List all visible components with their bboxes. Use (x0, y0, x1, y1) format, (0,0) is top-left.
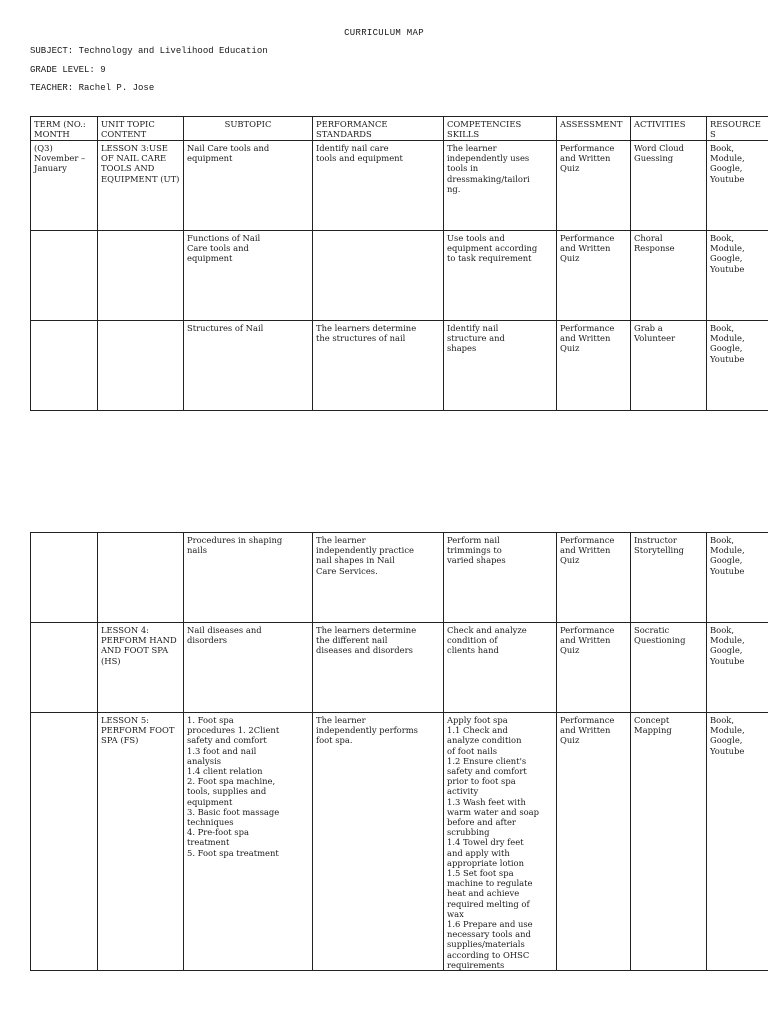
cell-competency: Identify nail structure and shapes (444, 321, 557, 411)
cell-subtopic: Procedures in shaping nails (184, 533, 313, 623)
table-row (31, 141, 768, 231)
cell-resources: Book, Module, Google, Youtube (707, 623, 768, 713)
cell-competency: The learner independently uses tools in dressmaking/tailori ng. (444, 141, 557, 231)
cell-subtopic: Functions of Nail Care tools and equipment (184, 231, 313, 321)
cell-assessment: Performance and Written Quiz (557, 231, 631, 321)
cell-competency: Check and analyze condition of clients hand (444, 623, 557, 713)
cell-competency: Perform nail trimmings to varied shapes (444, 533, 557, 623)
cell-term (31, 321, 98, 411)
table-row (31, 533, 768, 623)
cell-resources: Book, Module, Google, Youtube (707, 141, 768, 231)
cell-assessment: Performance and Written Quiz (557, 533, 631, 623)
cell-activity: Choral Response (631, 231, 707, 321)
cell-resources: Book, Module, Google, Youtube (707, 533, 768, 623)
cell-performance-standard: The learners determine the structures of nail (313, 321, 444, 411)
header-performance-standards: PERFORMANCE STANDARDS (313, 117, 444, 141)
cell-activity: Grab a Volunteer (631, 321, 707, 411)
page-title: CURRICULUM MAP (344, 28, 424, 38)
cell-subtopic: Nail diseases and disorders (184, 623, 313, 713)
cell-term (31, 533, 98, 623)
header-term-month: TERM (NO.: MONTH (31, 117, 98, 141)
cell-assessment: Performance and Written Quiz (557, 321, 631, 411)
cell-term (31, 231, 98, 321)
table-header-row (31, 117, 768, 141)
cell-performance-standard (313, 231, 444, 321)
cell-unit-topic: LESSON 5: PERFORM FOOT SPA (FS) (98, 713, 184, 971)
header-unit-topic: UNIT TOPIC CONTENT (98, 117, 184, 141)
header-competencies-skills: COMPETENCIES SKILLS (444, 117, 557, 141)
cell-performance-standard: The learner independently performs foot spa. (313, 713, 444, 971)
cell-unit-topic: LESSON 4: PERFORM HAND AND FOOT SPA (HS) (98, 623, 184, 713)
cell-performance-standard: The learners determine the different nail diseases and disorders (313, 623, 444, 713)
curriculum-table-1 (30, 116, 768, 411)
cell-term: (Q3) November – January (31, 141, 98, 231)
cell-subtopic: 1. Foot spa procedures 1. 2Client safety and comfort 1.3 foot and nail analysis 1.4 client relation 2. Foot spa machine, tools, supplies and equipment 3. Basic foot massage techniques 4. Pre-foot spa treatment 5. Foot spa treatment (184, 713, 313, 971)
cell-performance-standard: Identify nail care tools and equipment (313, 141, 444, 231)
cell-unit-topic: LESSON 3:USE OF NAIL CARE TOOLS AND EQUIPMENT (UT) (98, 141, 184, 231)
cell-assessment: Performance and Written Quiz (557, 623, 631, 713)
cell-resources: Book, Module, Google, Youtube (707, 713, 768, 971)
cell-activity: Concept Mapping (631, 713, 707, 971)
cell-term (31, 623, 98, 713)
grade-level-line: GRADE LEVEL: 9 (30, 65, 106, 75)
teacher-line: TEACHER: Rachel P. Jose (30, 83, 155, 93)
table-row (31, 713, 768, 971)
cell-unit-topic (98, 231, 184, 321)
cell-activity: Socratic Questioning (631, 623, 707, 713)
table-row (31, 321, 768, 411)
cell-subtopic: Structures of Nail (184, 321, 313, 411)
curriculum-table-2 (30, 532, 768, 971)
cell-activity: Instructor Storytelling (631, 533, 707, 623)
cell-assessment: Performance and Written Quiz (557, 141, 631, 231)
table-row (31, 231, 768, 321)
cell-unit-topic (98, 321, 184, 411)
subject-line: SUBJECT: Technology and Livelihood Education (30, 46, 268, 56)
cell-term (31, 713, 98, 971)
header-activities: ACTIVITIES (631, 117, 707, 141)
header-resources: RESOURCES (707, 117, 768, 141)
cell-performance-standard: The learner independently practice nail shapes in Nail Care Services. (313, 533, 444, 623)
cell-assessment: Performance and Written Quiz (557, 713, 631, 971)
header-subtopic: SUBTOPIC (184, 117, 313, 141)
cell-subtopic: Nail Care tools and equipment (184, 141, 313, 231)
cell-competency: Apply foot spa 1.1 Check and analyze condition of foot nails 1.2 Ensure client's safety and comfort prior to foot spa activity 1.3 Wash feet with warm water and soap before and after scrubbing 1.4 Towel dry feet and apply with appropriate lotion 1.5 Set foot spa machine to regulate heat and achieve required melting of wax 1.6 Prepare and use necessary tools and supplies/materials according to OHSC requirements (444, 713, 557, 971)
cell-resources: Book, Module, Google, Youtube (707, 321, 768, 411)
cell-competency: Use tools and equipment according to task requirement (444, 231, 557, 321)
table-row (31, 623, 768, 713)
cell-resources: Book, Module, Google, Youtube (707, 231, 768, 321)
header-assessment: ASSESSMENT (557, 117, 631, 141)
cell-unit-topic (98, 533, 184, 623)
cell-activity: Word Cloud Guessing (631, 141, 707, 231)
